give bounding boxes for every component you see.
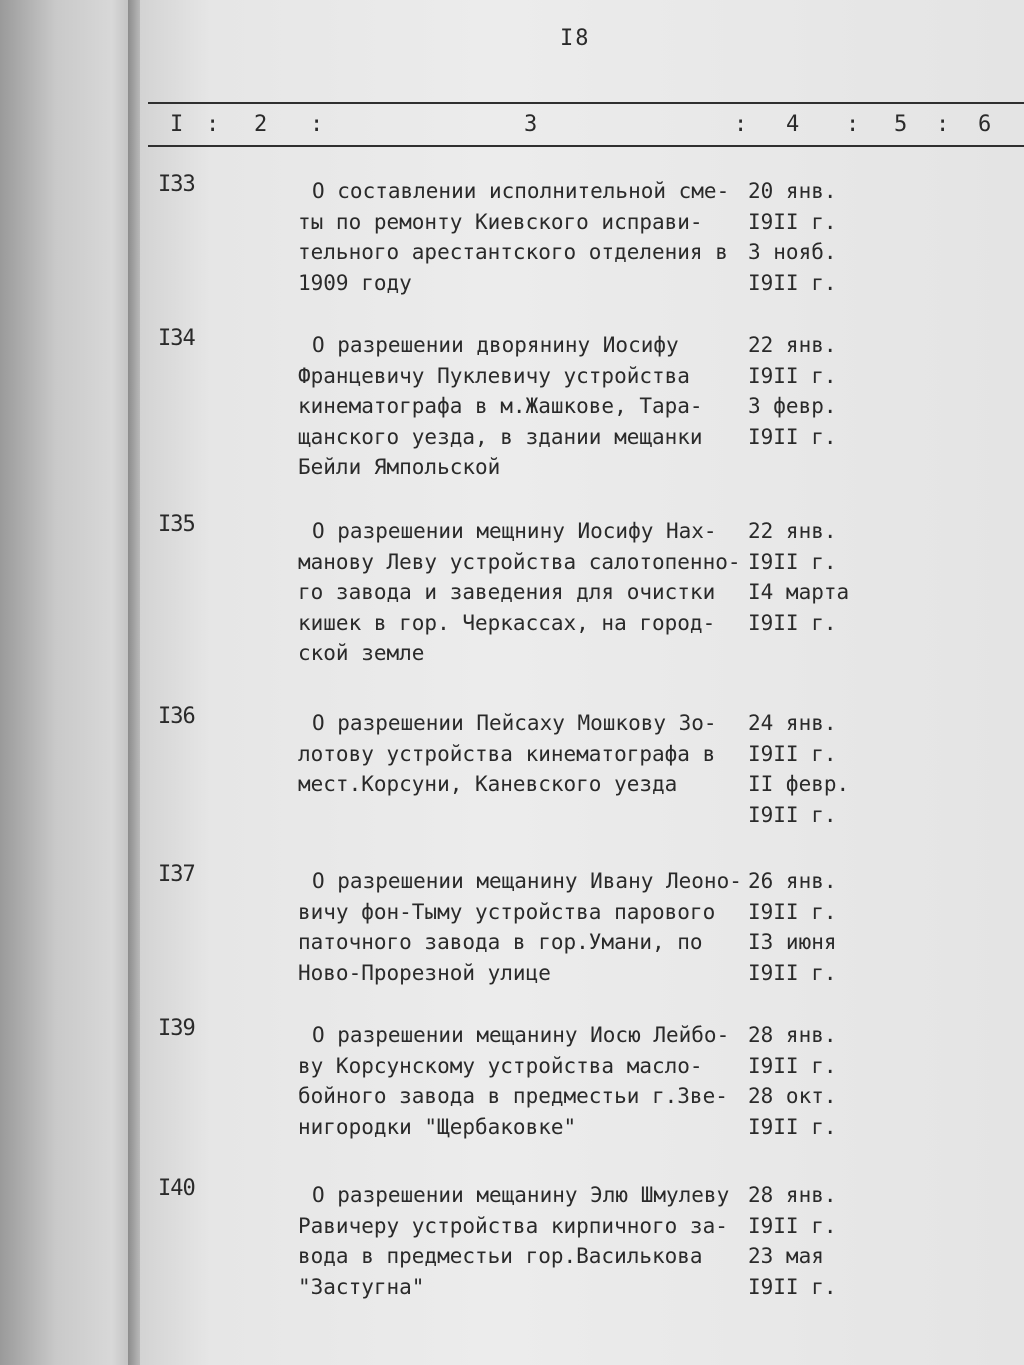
date-start-year: I9II г.	[748, 209, 837, 234]
date-start: 22 янв.	[748, 519, 837, 543]
column-header-6: 6	[978, 112, 992, 137]
description-line: ты по ремонту Киевского исправи-	[298, 209, 703, 234]
description-line: Францевичу Пуклевичу устройства	[298, 363, 690, 388]
description-line: го завода и заведения для очистки	[298, 580, 716, 604]
entry-dates	[748, 1180, 837, 1302]
description-line: О составлении исполнительной сме-	[312, 179, 730, 203]
date-end-year: I9II г.	[748, 424, 837, 449]
entry-description	[298, 866, 742, 988]
entry-description	[298, 330, 738, 483]
description-line: кишек в гор. Черкассах, на город-	[298, 610, 716, 635]
date-end: 28 окт.	[748, 1084, 837, 1108]
description-line: щанского уезда, в здании мещанки	[298, 424, 703, 449]
facing-page-edge	[0, 0, 140, 1365]
column-separator: :	[936, 112, 950, 137]
column-separator: :	[734, 112, 748, 137]
entry-number: I39	[158, 1016, 195, 1041]
entry-dates	[748, 176, 837, 298]
entry-number: I33	[158, 172, 195, 197]
description-line: нигородки "Щербаковке"	[298, 1114, 577, 1139]
column-separator: :	[846, 112, 860, 137]
entry-description	[298, 516, 741, 669]
description-line: манову Леву устройства салотопенно-	[298, 549, 741, 574]
description-line: О разрешении мещанину Ивану Леоно-	[312, 869, 742, 893]
description-line: вичу фон-Тыму устройства парового	[298, 899, 716, 924]
column-header-1: I	[170, 112, 184, 137]
column-header-4: 4	[786, 112, 800, 137]
date-end-year: I9II г.	[748, 802, 837, 827]
column-separator: :	[310, 112, 324, 137]
description-line: ской земле	[298, 641, 425, 665]
description-line: бойного завода в предместьи г.Зве-	[298, 1084, 728, 1108]
description-line: 1909 году	[298, 270, 412, 295]
entry-number: I35	[158, 512, 195, 537]
date-start-year: I9II г.	[748, 899, 837, 924]
date-end: 3 нояб.	[748, 240, 837, 264]
description-line: О разрешении мещанину Иосю Лейбо-	[312, 1023, 730, 1047]
column-header-3: 3	[524, 112, 538, 137]
description-line: О разрешении мещнину Иосифу Нах-	[312, 519, 717, 543]
date-start: 24 янв.	[748, 711, 837, 735]
description-line: "Застугна"	[298, 1274, 425, 1299]
description-line: О разрешении Пейсаху Мошкову Зо-	[312, 711, 717, 735]
description-line: тельного арестантского отделения в	[298, 240, 728, 264]
date-end: 23 мая	[748, 1244, 824, 1268]
description-line: лотову устройства кинематографа в	[298, 741, 716, 766]
entry-dates	[748, 866, 837, 988]
column-header-5: 5	[894, 112, 908, 137]
date-end-year: I9II г.	[748, 960, 837, 985]
entry-description	[298, 176, 738, 298]
date-end-year: I9II г.	[748, 1274, 837, 1299]
description-line: О разрешении мещанину Элю Шмулеву	[312, 1183, 730, 1207]
date-start-year: I9II г.	[748, 741, 837, 766]
entry-number: I37	[158, 862, 195, 887]
document-page	[140, 0, 1024, 1365]
description-line: О разрешении дворянину Иосифу	[312, 333, 679, 357]
entry-description	[298, 708, 738, 800]
date-start: 20 янв.	[748, 179, 837, 203]
entry-description	[298, 1020, 738, 1142]
date-start-year: I9II г.	[748, 549, 837, 574]
date-end: I3 июня	[748, 930, 837, 954]
description-line: вода в предместьи гор.Василькова	[298, 1244, 703, 1268]
entry-description	[298, 1180, 738, 1302]
entry-dates	[748, 1020, 837, 1142]
description-line: паточного завода в гор.Умани, по	[298, 930, 703, 954]
date-start-year: I9II г.	[748, 363, 837, 388]
description-line: мест.Корсуни, Каневского уезда	[298, 772, 678, 796]
description-line: Ново-Прорезной улице	[298, 960, 551, 985]
column-header-2: 2	[254, 112, 268, 137]
entry-dates	[748, 708, 849, 830]
description-line: Равичеру устройства кирпичного за-	[298, 1213, 728, 1238]
column-separator: :	[206, 112, 220, 137]
entry-number: I34	[158, 326, 195, 351]
page-number: I8	[560, 26, 591, 51]
entry-dates	[748, 330, 837, 452]
date-start-year: I9II г.	[748, 1053, 837, 1078]
header-rule-bottom	[148, 145, 1024, 147]
date-start-year: I9II г.	[748, 1213, 837, 1238]
date-end-year: I9II г.	[748, 610, 837, 635]
description-line: кинематографа в м.Жашкове, Тара-	[298, 394, 703, 418]
date-end: 3 февр.	[748, 394, 837, 418]
date-start: 26 янв.	[748, 869, 837, 893]
date-start: 22 янв.	[748, 333, 837, 357]
entry-dates	[748, 516, 849, 638]
date-start: 28 янв.	[748, 1183, 837, 1207]
date-end-year: I9II г.	[748, 1114, 837, 1139]
description-line: Бейли Ямпольской	[298, 455, 501, 479]
header-rule-top	[148, 102, 1024, 104]
date-end-year: I9II г.	[748, 270, 837, 295]
date-start: 28 янв.	[748, 1023, 837, 1047]
entry-number: I40	[158, 1176, 195, 1201]
entry-number: I36	[158, 704, 195, 729]
description-line: ву Корсунскому устройства масло-	[298, 1053, 703, 1078]
date-end: II февр.	[748, 772, 850, 796]
date-end: I4 марта	[748, 580, 850, 604]
